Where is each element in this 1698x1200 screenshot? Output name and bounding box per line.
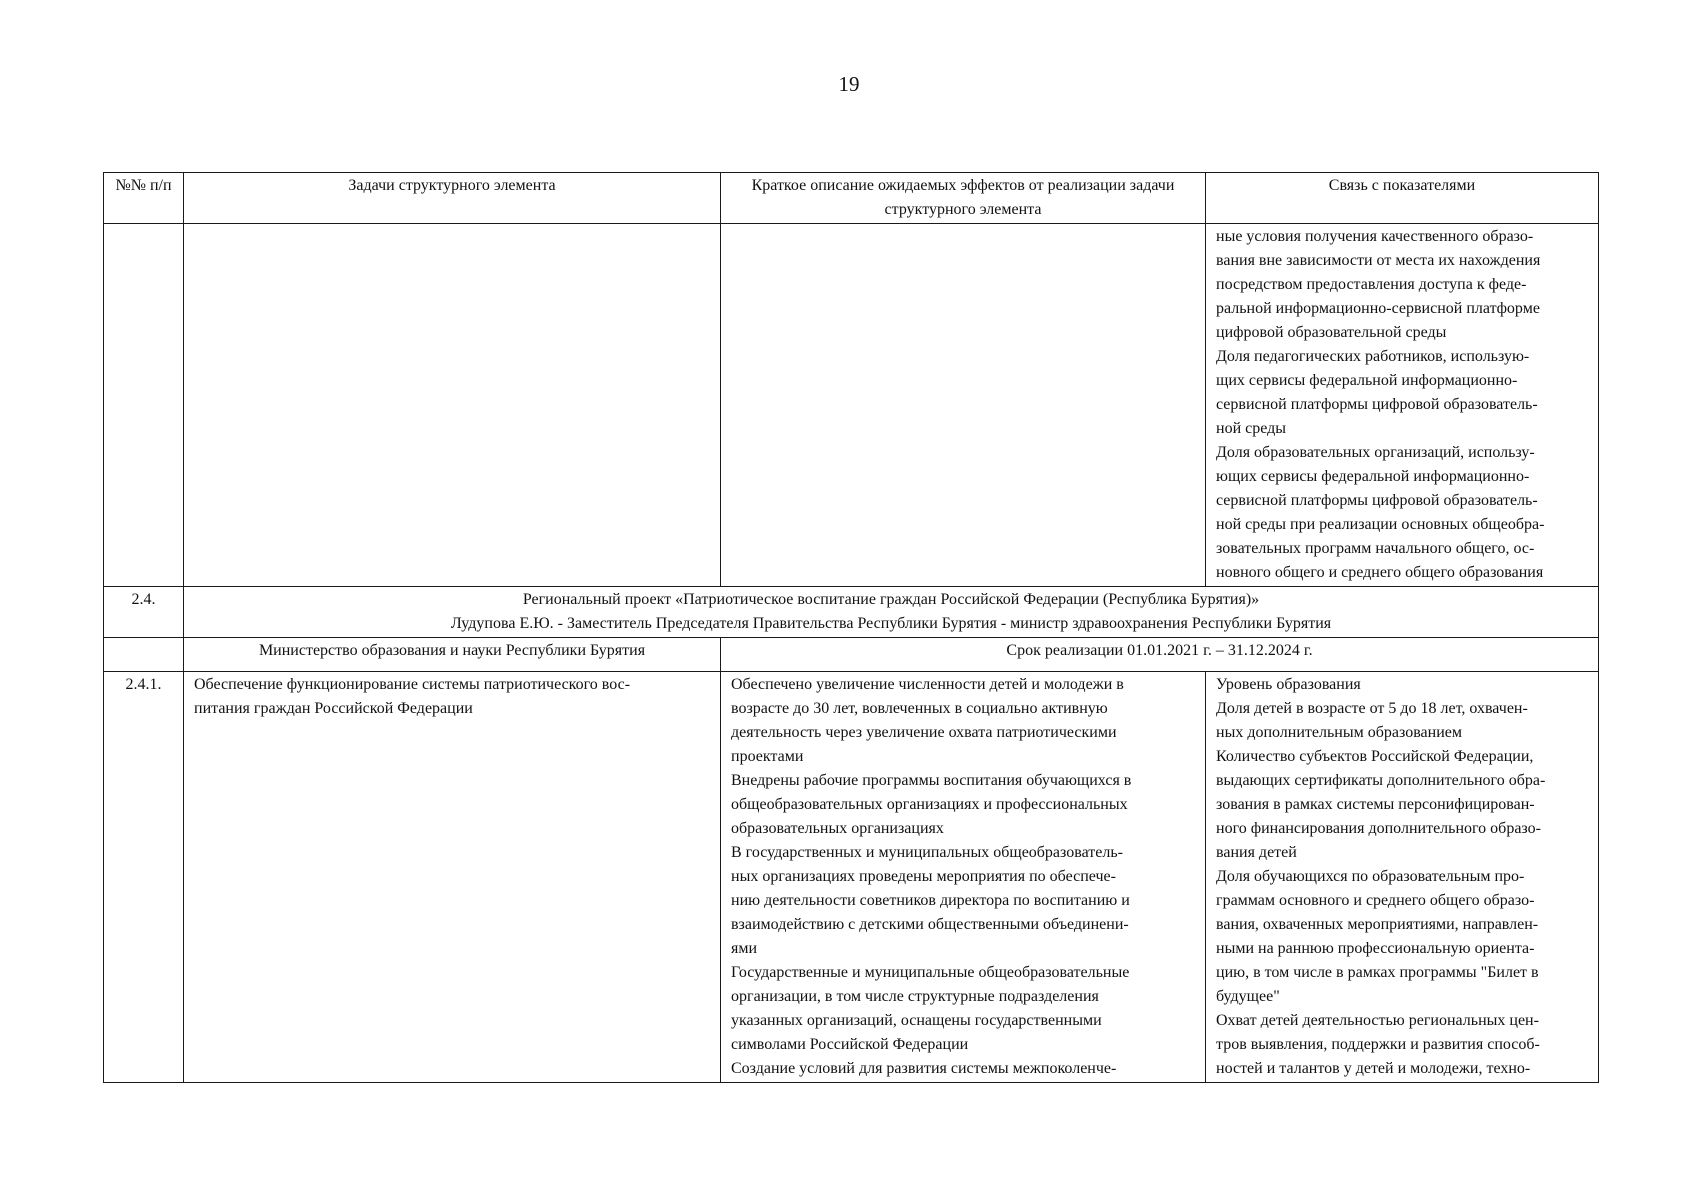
- continuation-indicators-cell: [1206, 224, 1599, 587]
- indicator-line: ной среды: [1216, 420, 1287, 437]
- header-num: №№ п/п: [104, 173, 184, 224]
- project-row: [104, 587, 1599, 638]
- indicator-line: сервисной платформы цифровой образователь-: [1216, 396, 1538, 413]
- effect-line: организации, в том числе структурные подразделения: [731, 988, 1099, 1005]
- effect-line: указанных организаций, оснащены государственными: [731, 1012, 1102, 1029]
- effect-line: символами Российской Федерации: [731, 1036, 969, 1053]
- indicator-line: Количество субъектов Российской Федерации,: [1216, 748, 1534, 765]
- indicator-line: ного финансирования дополнительного образо-: [1216, 820, 1541, 837]
- indicator-line: вания детей: [1216, 844, 1297, 861]
- page-number: 19: [838, 72, 860, 96]
- effect-line: Внедрены рабочие программы воспитания обучающихся в: [731, 772, 1132, 789]
- indicator-line: вания вне зависимости от места их нахождения: [1216, 252, 1541, 269]
- effect-line: В государственных и муниципальных общеобразователь-: [731, 844, 1123, 861]
- indicator-line: Доля детей в возрасте от 5 до 18 лет, охвачен-: [1216, 700, 1528, 717]
- project-curator: Лудупова Е.Ю. - Заместитель Председателя Правительства Республики Бурятия - министр здравоохранения Республики Бурятия: [450, 615, 1332, 632]
- header-effects: Краткое описание ожидаемых эффектов от реализации задачи структурного элемента: [721, 173, 1206, 224]
- header-tasks: Задачи структурного элемента: [184, 173, 721, 224]
- indicator-line: выдающих сертификаты дополнительного обра-: [1216, 772, 1546, 789]
- responsible-ministry: Министерство образования и науки Республики Бурятия: [184, 638, 721, 672]
- effect-line: ных организациях проведены мероприятия по обеспече-: [731, 868, 1116, 885]
- indicator-line: ных дополнительным образованием: [1216, 724, 1462, 741]
- task-indicators-cell: [1206, 672, 1599, 1083]
- indicator-line: ной среды при реализации основных общеобра-: [1216, 516, 1545, 533]
- responsible-num-cell: [104, 638, 184, 672]
- task-line: Обеспечение функционирование системы патриотического вос-: [194, 676, 631, 693]
- task-effects-cell: [721, 672, 1206, 1083]
- effect-line: общеобразовательных организациях и профессиональных: [731, 796, 1128, 813]
- indicator-line: ные условия получения качественного образо-: [1216, 228, 1534, 245]
- indicator-line: Охват детей деятельностью региональных цен-: [1216, 1012, 1539, 1029]
- project-num: 2.4.: [104, 587, 184, 638]
- indicator-line: граммам основного и среднего общего образо-: [1216, 892, 1535, 909]
- indicator-line: ностей и талантов у детей и молодежи, техно-: [1216, 1060, 1531, 1077]
- task-line: питания граждан Российской Федерации: [194, 700, 473, 717]
- table-header-row: [104, 173, 1599, 224]
- indicator-line: новного общего и среднего общего образования: [1216, 564, 1544, 581]
- project-info-cell: [184, 587, 1599, 638]
- continuation-num-cell: [104, 224, 184, 587]
- effect-line: проектами: [731, 748, 804, 765]
- implementation-term: Срок реализации 01.01.2021 г. – 31.12.2024 г.: [721, 638, 1599, 672]
- indicator-line: Доля обучающихся по образовательным про-: [1216, 868, 1525, 885]
- effect-line: образовательных организациях: [731, 820, 944, 837]
- effect-line: взаимодействию с детскими общественными объединени-: [731, 916, 1129, 933]
- indicator-line: Доля педагогических работников, использую-: [1216, 348, 1530, 365]
- effect-line: возрасте до 30 лет, вовлеченных в социально активную: [731, 700, 1108, 717]
- effect-line: Обеспечено увеличение численности детей и молодежи в: [731, 676, 1124, 693]
- effect-line: Государственные и муниципальные общеобразовательные: [731, 964, 1130, 981]
- indicator-line: тров выявления, поддержки и развития способ-: [1216, 1036, 1540, 1053]
- indicator-line: ющих сервисы федеральной информационно-: [1216, 468, 1530, 485]
- indicator-line: посредством предоставления доступа к феде-: [1216, 276, 1527, 293]
- indicator-line: ральной информационно-сервисной платформе: [1216, 300, 1540, 317]
- task-num: 2.4.1.: [104, 672, 184, 1083]
- header-indicators: Связь с показателями: [1206, 173, 1599, 224]
- structural-elements-table: [103, 172, 1599, 1083]
- indicator-line: сервисной платформы цифровой образователь-: [1216, 492, 1538, 509]
- indicator-line: зования в рамках системы персонифицирован-: [1216, 796, 1535, 813]
- continuation-effects-cell: [721, 224, 1206, 587]
- task-description-cell: [184, 672, 721, 1083]
- indicator-line: будущее": [1216, 988, 1280, 1005]
- indicator-line: цифровой образовательной среды: [1216, 324, 1447, 341]
- project-title: Региональный проект «Патриотическое воспитание граждан Российской Федерации (Республика Бурятия)»: [522, 591, 1260, 608]
- indicator-line: Уровень образования: [1216, 676, 1361, 693]
- continuation-tasks-cell: [184, 224, 721, 587]
- task-row: [104, 672, 1599, 1083]
- indicator-line: зовательных программ начального общего, ос-: [1216, 540, 1535, 557]
- effect-line: деятельность через увеличение охвата патриотическими: [731, 724, 1117, 741]
- continuation-row: [104, 224, 1599, 587]
- indicator-line: Доля образовательных организаций, использу-: [1216, 444, 1535, 461]
- effect-line: нию деятельности советников директора по воспитанию и: [731, 892, 1130, 909]
- indicator-line: цию, в том числе в рамках программы "Билет в: [1216, 964, 1539, 981]
- effect-line: ями: [731, 940, 758, 957]
- indicator-line: ными на раннюю профессиональную ориента-: [1216, 940, 1535, 957]
- indicator-line: щих сервисы федеральной информационно-: [1216, 372, 1518, 389]
- indicator-line: вания, охваченных мероприятиями, направлен-: [1216, 916, 1539, 933]
- effect-line: Создание условий для развития системы межпоколенче-: [731, 1060, 1117, 1077]
- responsible-row: [104, 638, 1599, 672]
